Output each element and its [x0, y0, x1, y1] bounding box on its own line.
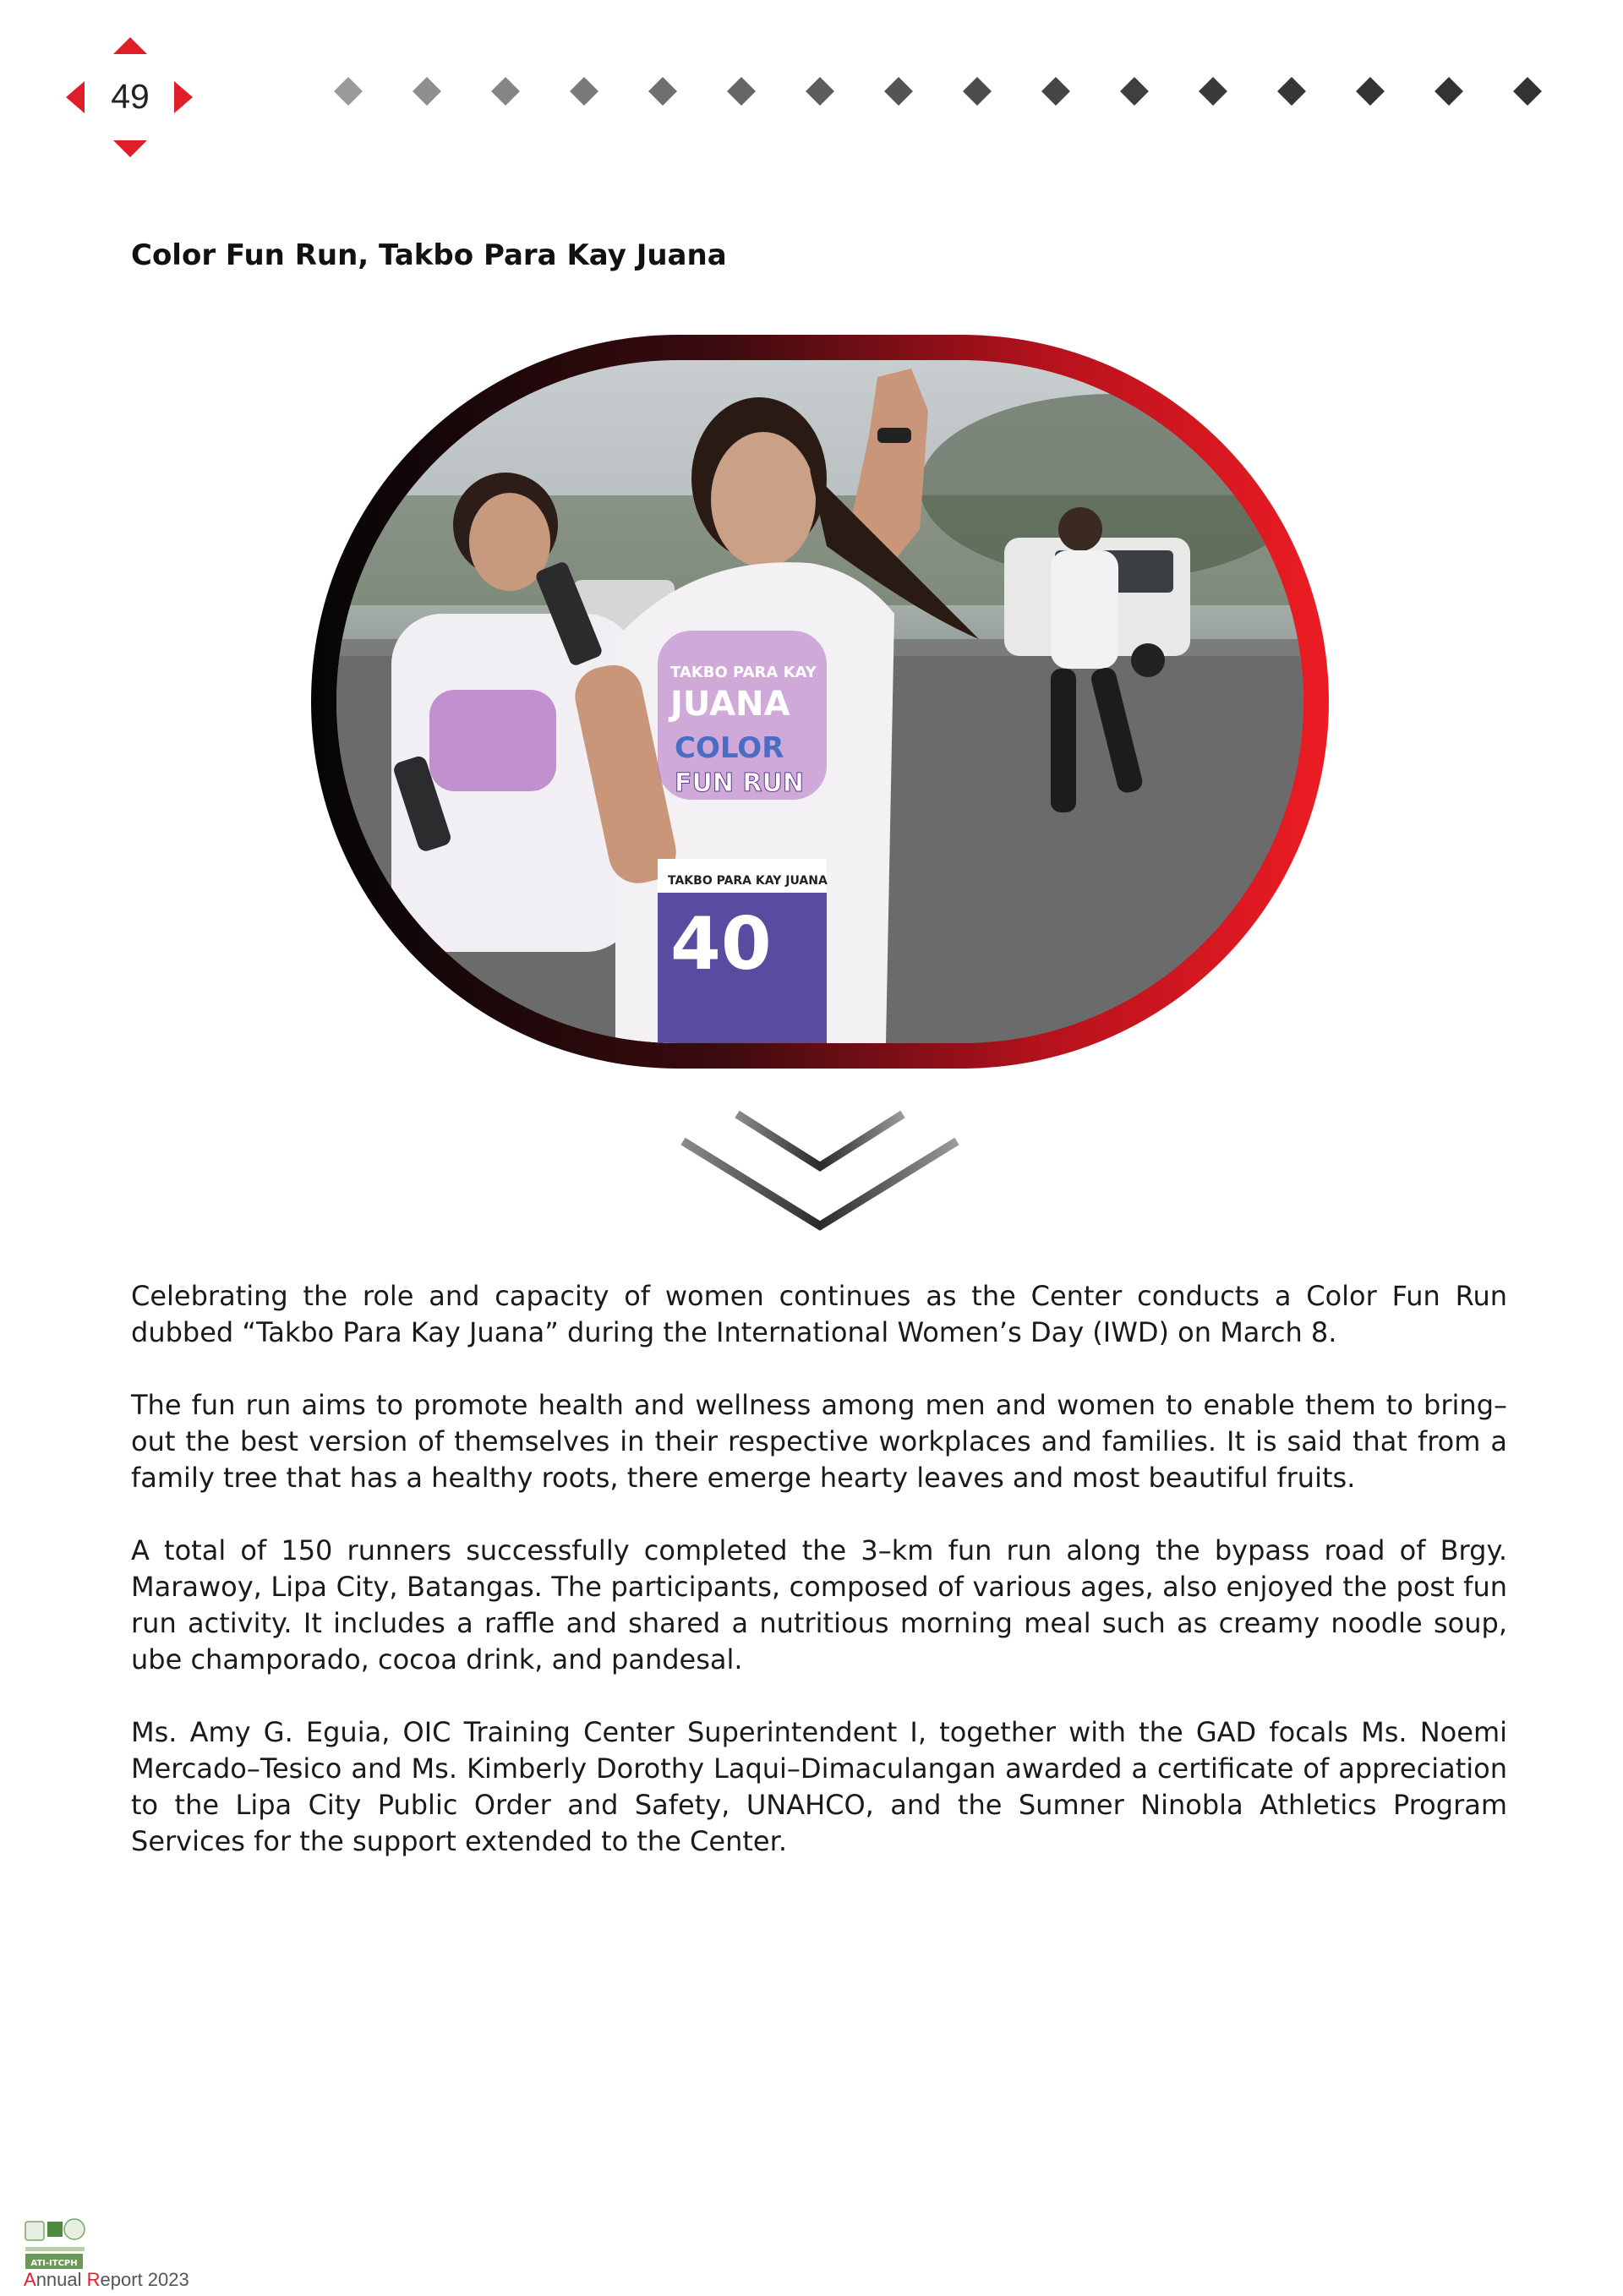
bib-label: TAKBO PARA KAY JUANA [668, 874, 828, 888]
paragraph-2: The fun run aims to promote health and wellness among men and women to enable them to bring–out the best version of themselves in their respective workplaces and families. It is said that from a family tree that has a healthy roots, there emerge hearty leaves and most beautiful fruits. [131, 1389, 1507, 1494]
bib-number: 40 [670, 902, 772, 987]
ati-logo [24, 2215, 86, 2271]
paragraph-4: Ms. Amy G. Eguia, OIC Training Center Superintendent I, together with the GAD focals Ms. Noemi Mercado–Tesico and Ms. Kimberly Dorothy Laqui–Dimaculangan awarded a certificate of appreciation to the Lipa City Public Order and Safety, UNAHCO, and the Sumner Ninobla Athletics Program Services for the support extended to the Center. [131, 1716, 1507, 1857]
nav-arrow-up-icon [113, 37, 147, 54]
diamond-dot-icon [1199, 77, 1227, 106]
paragraph-1: Celebrating the role and capacity of women continues as the Center conducts a Color Fun Run dubbed “Takbo Para Kay Juana” during the International Women’s Day (IWD) on March 8. [131, 1280, 1507, 1348]
diamond-dot-icon [1434, 77, 1463, 106]
footer-report-title [24, 2269, 189, 2291]
diamond-dot-icon [334, 77, 363, 106]
nav-arrow-right-icon [174, 81, 193, 113]
shirt-text-4: FUN RUN [675, 768, 804, 798]
diamond-dot-icon [491, 77, 520, 106]
shirt-text-2: JUANA [670, 685, 790, 724]
diamond-dot-icon [1120, 77, 1149, 106]
diamond-dot-icon [963, 77, 992, 106]
diamond-dot-icon [1041, 77, 1070, 106]
footer-word-report: eport 2023 [100, 2269, 189, 2290]
logo-text: ATI-ITCPH [30, 2259, 78, 2268]
nav-arrow-down-icon [113, 140, 147, 157]
double-chevron-down-icon [676, 1107, 964, 1234]
diamond-dot-icon [727, 77, 756, 106]
footer-word-annual: nnual [36, 2269, 87, 2290]
diamond-dot-icon [413, 77, 441, 106]
decorative-diamond-row [338, 81, 1572, 115]
shirt-text-1: TAKBO PARA KAY [670, 664, 817, 681]
footer-accent-a: A [24, 2269, 36, 2290]
diamond-dot-icon [1513, 77, 1542, 106]
diamond-dot-icon [570, 77, 598, 106]
diamond-dot-icon [648, 77, 677, 106]
diamond-dot-icon [1277, 77, 1306, 106]
shirt-text-3: COLOR [675, 731, 784, 765]
paragraph-3: A total of 150 runners successfully completed the 3–km fun run along the bypass road of Brgy. Marawoy, Lipa City, Batangas. The participants, composed of various ages, also enjoyed the post fun run activity. It includes a raffle and shared a nutritious morning meal such as creamy noodle soup, ube champorado, cocoa drink, and pandesal. [131, 1534, 1507, 1676]
footer-accent-r: R [86, 2269, 101, 2290]
event-photo-frame [311, 335, 1329, 1069]
diamond-dot-icon [884, 77, 913, 106]
section-heading: Color Fun Run, Takbo Para Kay Juana [131, 238, 727, 272]
page-number-nav [66, 37, 194, 162]
article-body [131, 1278, 1507, 1896]
footer [24, 2215, 243, 2291]
page-number: 49 [111, 77, 150, 116]
diamond-dot-icon [806, 77, 834, 106]
nav-arrow-left-icon [66, 81, 85, 113]
diamond-dot-icon [1356, 77, 1385, 106]
event-photo [336, 360, 1303, 1043]
